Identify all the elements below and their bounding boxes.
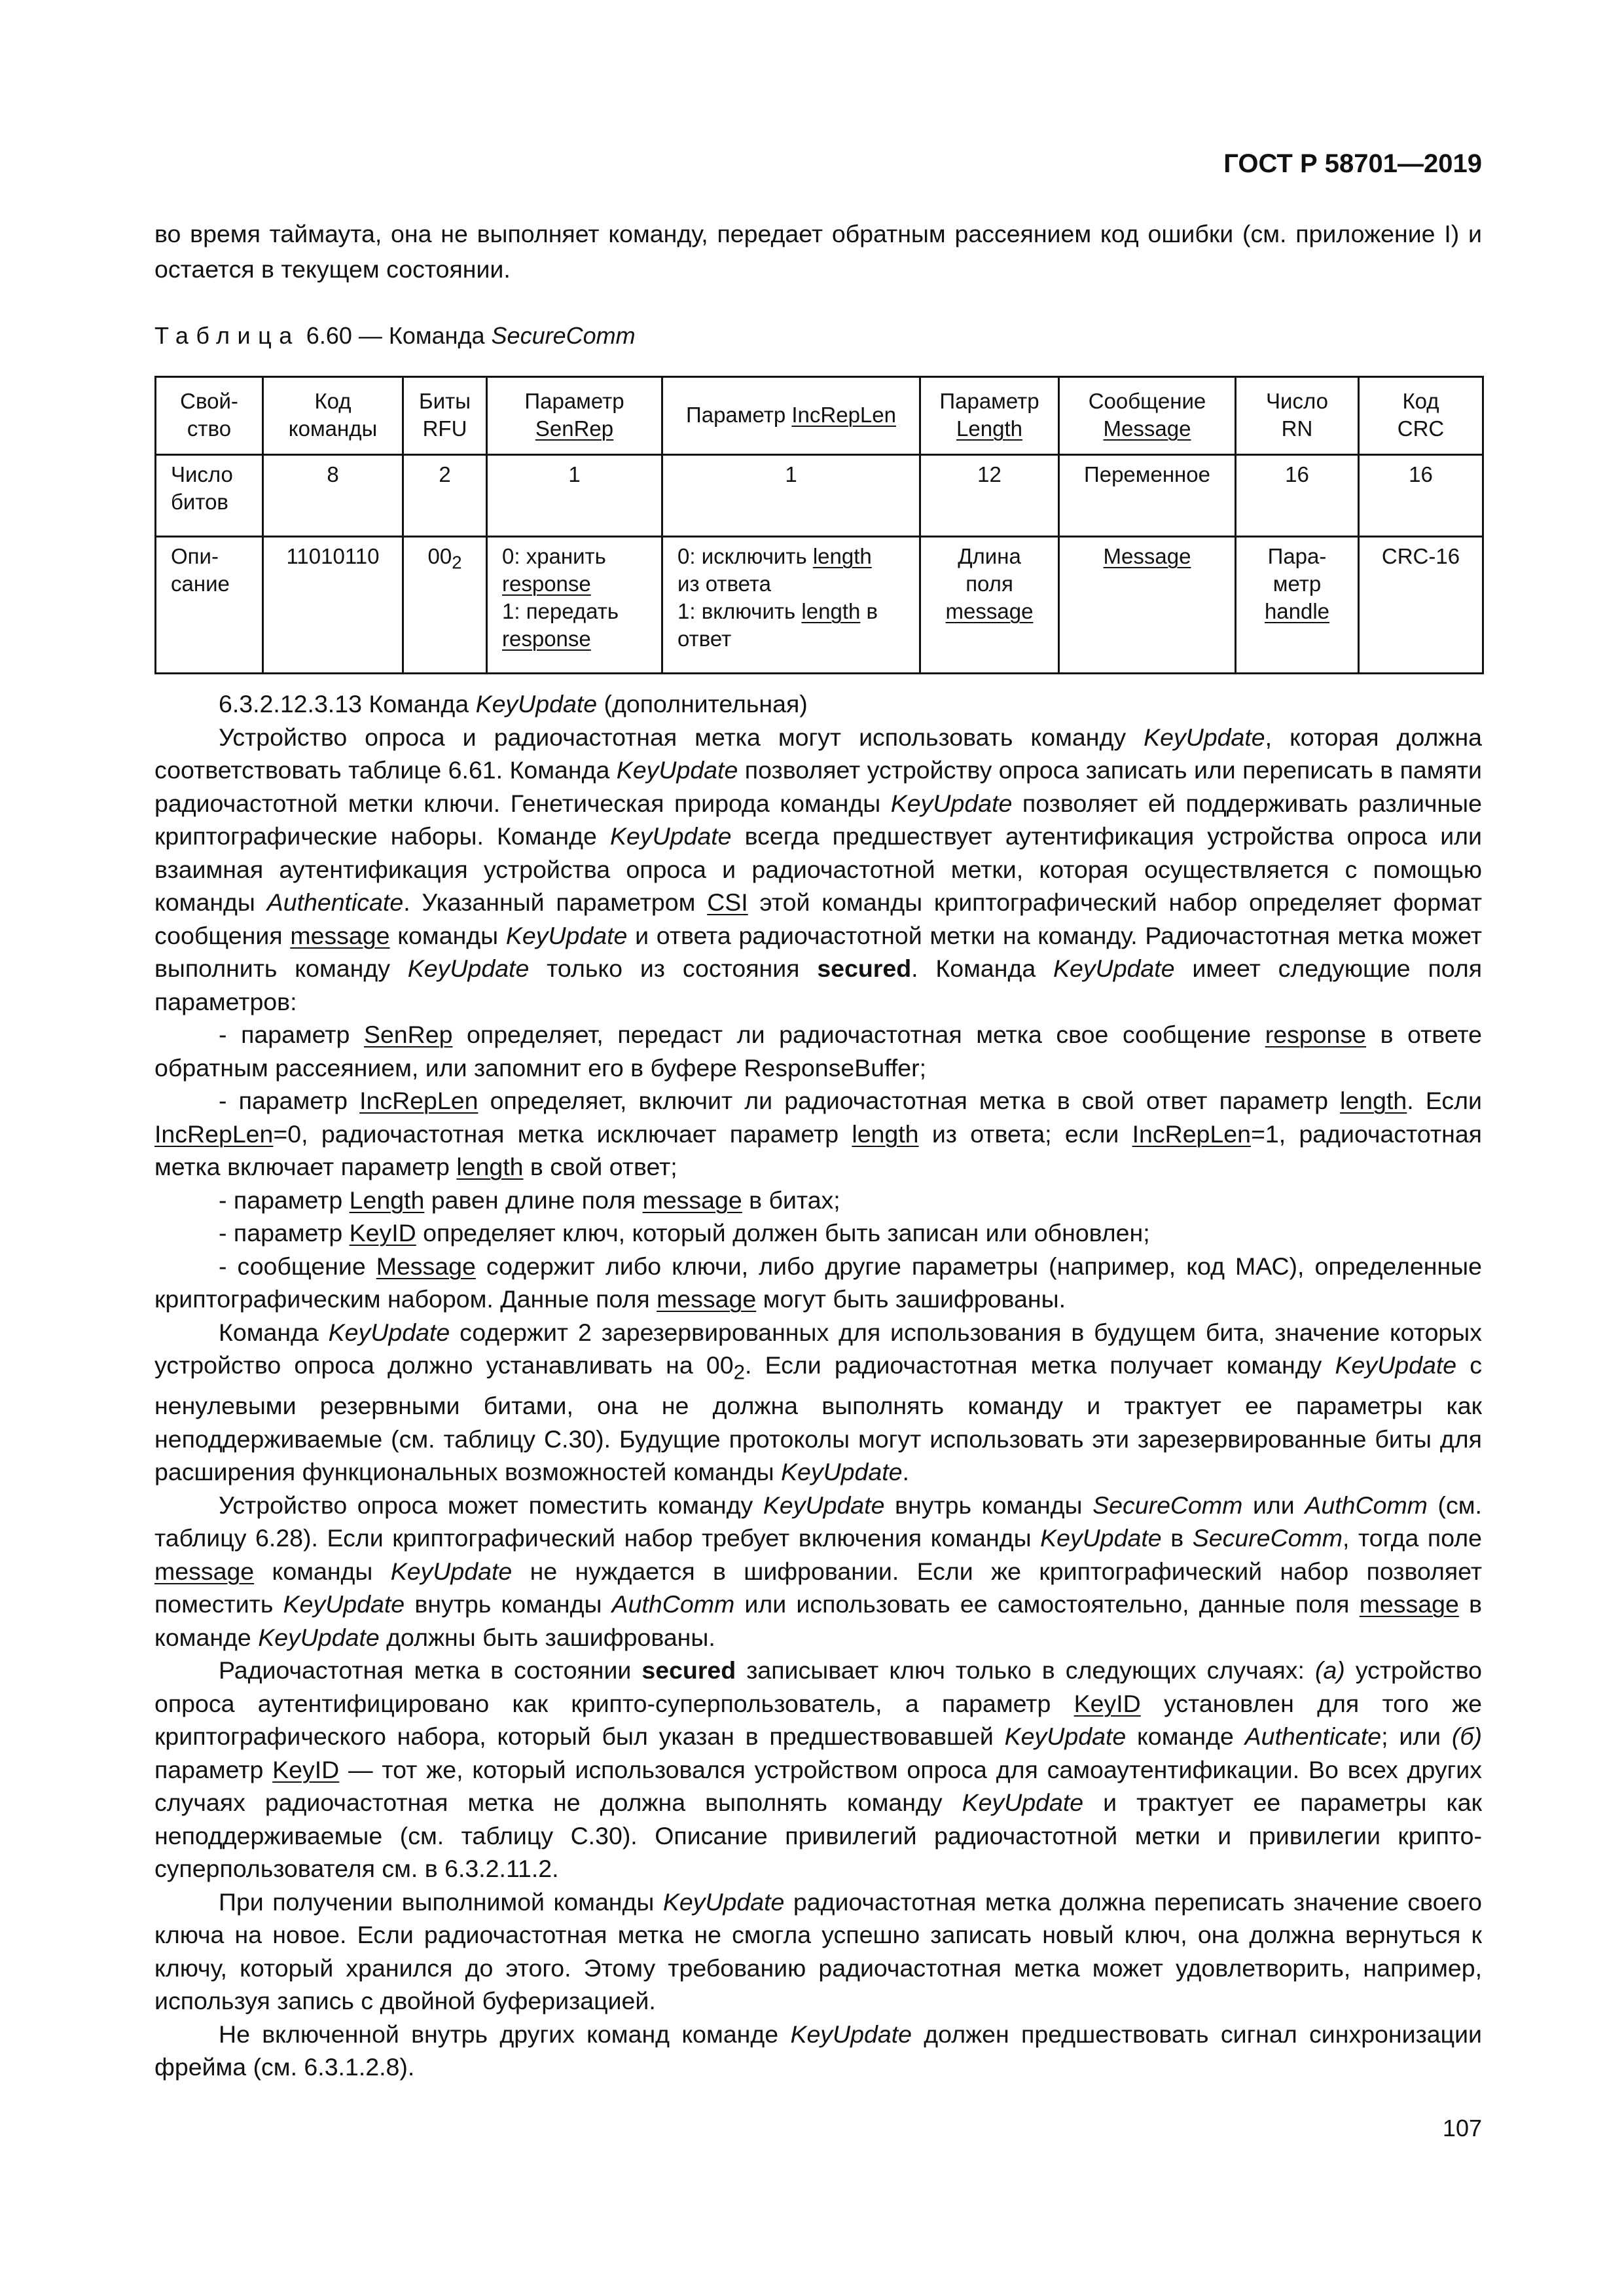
row-label-cell: Опи- сание bbox=[156, 537, 263, 674]
header-cell: Код команды bbox=[263, 377, 403, 455]
header-cell: Биты RFU bbox=[403, 377, 487, 455]
table-row-description bbox=[156, 537, 1483, 674]
paragraph: При получении выполнимой команды KeyUpdate радиочастотная метка должна переписать значение своего ключа на новое. Если радиочастотная метка не смогла успешно записать новый ключ, она должна вернуться к ключу, который хранился до этого. Этому требованию радиочастотная метка может удовлетворить, например, используя запись с двойной буферизацией. bbox=[154, 1887, 1482, 2014]
table-row-bits bbox=[156, 455, 1483, 537]
list-item: - сообщение Message содержит либо ключи, либо другие параметры (например, код МАС), определенные криптографическим набором. Данные поля message могут быть зашифрованы. bbox=[154, 1252, 1482, 1313]
table-cell: CRC-16 bbox=[1359, 537, 1483, 674]
table-cell: 2 bbox=[403, 455, 487, 537]
table-caption-label: Таблица bbox=[154, 322, 300, 349]
section-heading: 6.3.2.12.3.13 Команда KeyUpdate (дополнительная) bbox=[219, 690, 808, 718]
list-item: - параметр SenRep определяет, передаст ли радиочастотная метка свое сообщение response в ответе обратным рассеянием, или запомнит его в буфере ResponseBuffer; bbox=[154, 1021, 1482, 1082]
paragraph: Устройство опроса и радиочастотная метка могут использовать команду KeyUpdate, которая должна соответствовать таблице 6.61. Команда KeyUpdate позволяет устройству опроса записать или переписать в памяти радиочастотной метки ключи. Генетическая природа команды KeyUpdate позволяет ей поддерживать различные криптографические наборы. Команде KeyUpdate всегда предшествует аутентификация устройства опроса или взаимная аутентификация устройства опроса и радиочастотной метки, которая осуществляется с помощью команды Authenticate. Указанный параметром CSI этой команды криптографический набор определяет формат сообщения message команды KeyUpdate и ответа радиочастотной метки на команду. Радиочастотная метка может выполнить команду KeyUpdate только из состояния secured. Команда KeyUpdate имеет следующие поля параметров: bbox=[154, 723, 1483, 1015]
table-cell: 16 bbox=[1359, 455, 1483, 537]
header-cell: Параметр SenRep bbox=[487, 377, 662, 455]
table-header-row bbox=[156, 377, 1483, 455]
list-item: - параметр Length равен длине поля message в битах; bbox=[219, 1186, 840, 1214]
table-cell: 12 bbox=[920, 455, 1059, 537]
body-text bbox=[154, 687, 1482, 2084]
table-cell: Пара- метр handle bbox=[1236, 537, 1359, 674]
table-cell: Message bbox=[1059, 537, 1236, 674]
row-label-cell: Число битов bbox=[156, 455, 263, 537]
header-cell: Код CRC bbox=[1359, 377, 1483, 455]
table-cell: 0: исключить length из ответа 1: включить length в ответ bbox=[662, 537, 920, 674]
paragraph: Команда KeyUpdate содержит 2 зарезервированных для использования в будущем бита, значение которых устройство опроса должно устанавливать на $00_2$. Если радиочастотная метка получает команду KeyUpdate с ненулевыми резервными битами, она не должна выполнять команду и трактует ее параметры как неподдерживаемые (см. таблицу C.30). Будущие протоколы могут использовать эти зарезервированные биты для расширения функциональных возможностей команды KeyUpdate. bbox=[154, 1318, 1483, 1485]
standard-number: ГОСТ Р 58701—2019 bbox=[1223, 149, 1482, 178]
intro-paragraph: во время таймаута, она не выполняет команду, передает обратным рассеянием код ошибки (см. приложение I) и остается в текущем состоянии. bbox=[154, 220, 1482, 283]
table-cell: 8 bbox=[263, 455, 403, 537]
page-number: 107 bbox=[1442, 2115, 1482, 2141]
header-cell: Сообщение Message bbox=[1059, 377, 1236, 455]
header-cell: Параметр IncRepLen bbox=[662, 377, 920, 455]
header-cell: Число RN bbox=[1236, 377, 1359, 455]
securecomm-table bbox=[154, 376, 1484, 674]
paragraph: Радиочастотная метка в состоянии secured записывает ключ только в следующих случаях: (а) устройство опроса аутентифицировано как крипто-суперпользователь, а параметр KeyID установлен для того же криптографического набора, который был указан в предшествовавшей KeyUpdate команде Authenticate; или (б) параметр KeyID — тот же, который использовался устройством опроса для самоаутентификации. Во всех других случаях радиочастотная метка не должна выполнять команду KeyUpdate и трактует ее параметры как неподдерживаемые (см. таблицу C.30). Описание привилегий радиочастотной метки и привилегии крипто-суперпользователя см. в 6.3.2.11.2. bbox=[154, 1656, 1483, 1882]
table-cell: 11010110 bbox=[263, 537, 403, 674]
paragraph: Не включенной внутрь других команд команде KeyUpdate должен предшествовать сигнал синхронизации фрейма (см. 6.3.1.2.8). bbox=[154, 2020, 1482, 2081]
table-cell: $00_2$ bbox=[403, 537, 487, 674]
list-item: - параметр KeyID определяет ключ, который должен быть записан или обновлен; bbox=[219, 1219, 1150, 1247]
document-header bbox=[154, 149, 1482, 179]
table-cell: Переменное bbox=[1059, 455, 1236, 537]
table-cell: Длина поля message bbox=[920, 537, 1059, 674]
header-cell: Свой- ство bbox=[156, 377, 263, 455]
table-cell: 0: хранить response 1: передать response bbox=[487, 537, 662, 674]
table-cell: 1 bbox=[487, 455, 662, 537]
table-cell: 1 bbox=[662, 455, 920, 537]
table-caption: Таблица 6.60 — Команда SecureComm bbox=[154, 322, 636, 349]
paragraph: Устройство опроса может поместить команду KeyUpdate внутрь команды SecureComm или AuthComm (см. таблицу 6.28). Если криптографический набор требует включения команды KeyUpdate в SecureComm, тогда поле message команды KeyUpdate не нуждается в шифровании. Если же криптографический набор позволяет поместить KeyUpdate внутрь команды AuthComm или использовать ее самостоятельно, данные поля message в команде KeyUpdate должны быть зашифрованы. bbox=[154, 1491, 1483, 1651]
header-cell: Параметр Length bbox=[920, 377, 1059, 455]
list-item: - параметр IncRepLen определяет, включит ли радиочастотная метка в свой ответ параметр length. Если IncRepLen=0, радиочастотная метка исключает параметр length из ответа; если IncRepLen=1, радиочастотная метка включает параметр length в свой ответ; bbox=[154, 1087, 1482, 1180]
table-cell: 16 bbox=[1236, 455, 1359, 537]
